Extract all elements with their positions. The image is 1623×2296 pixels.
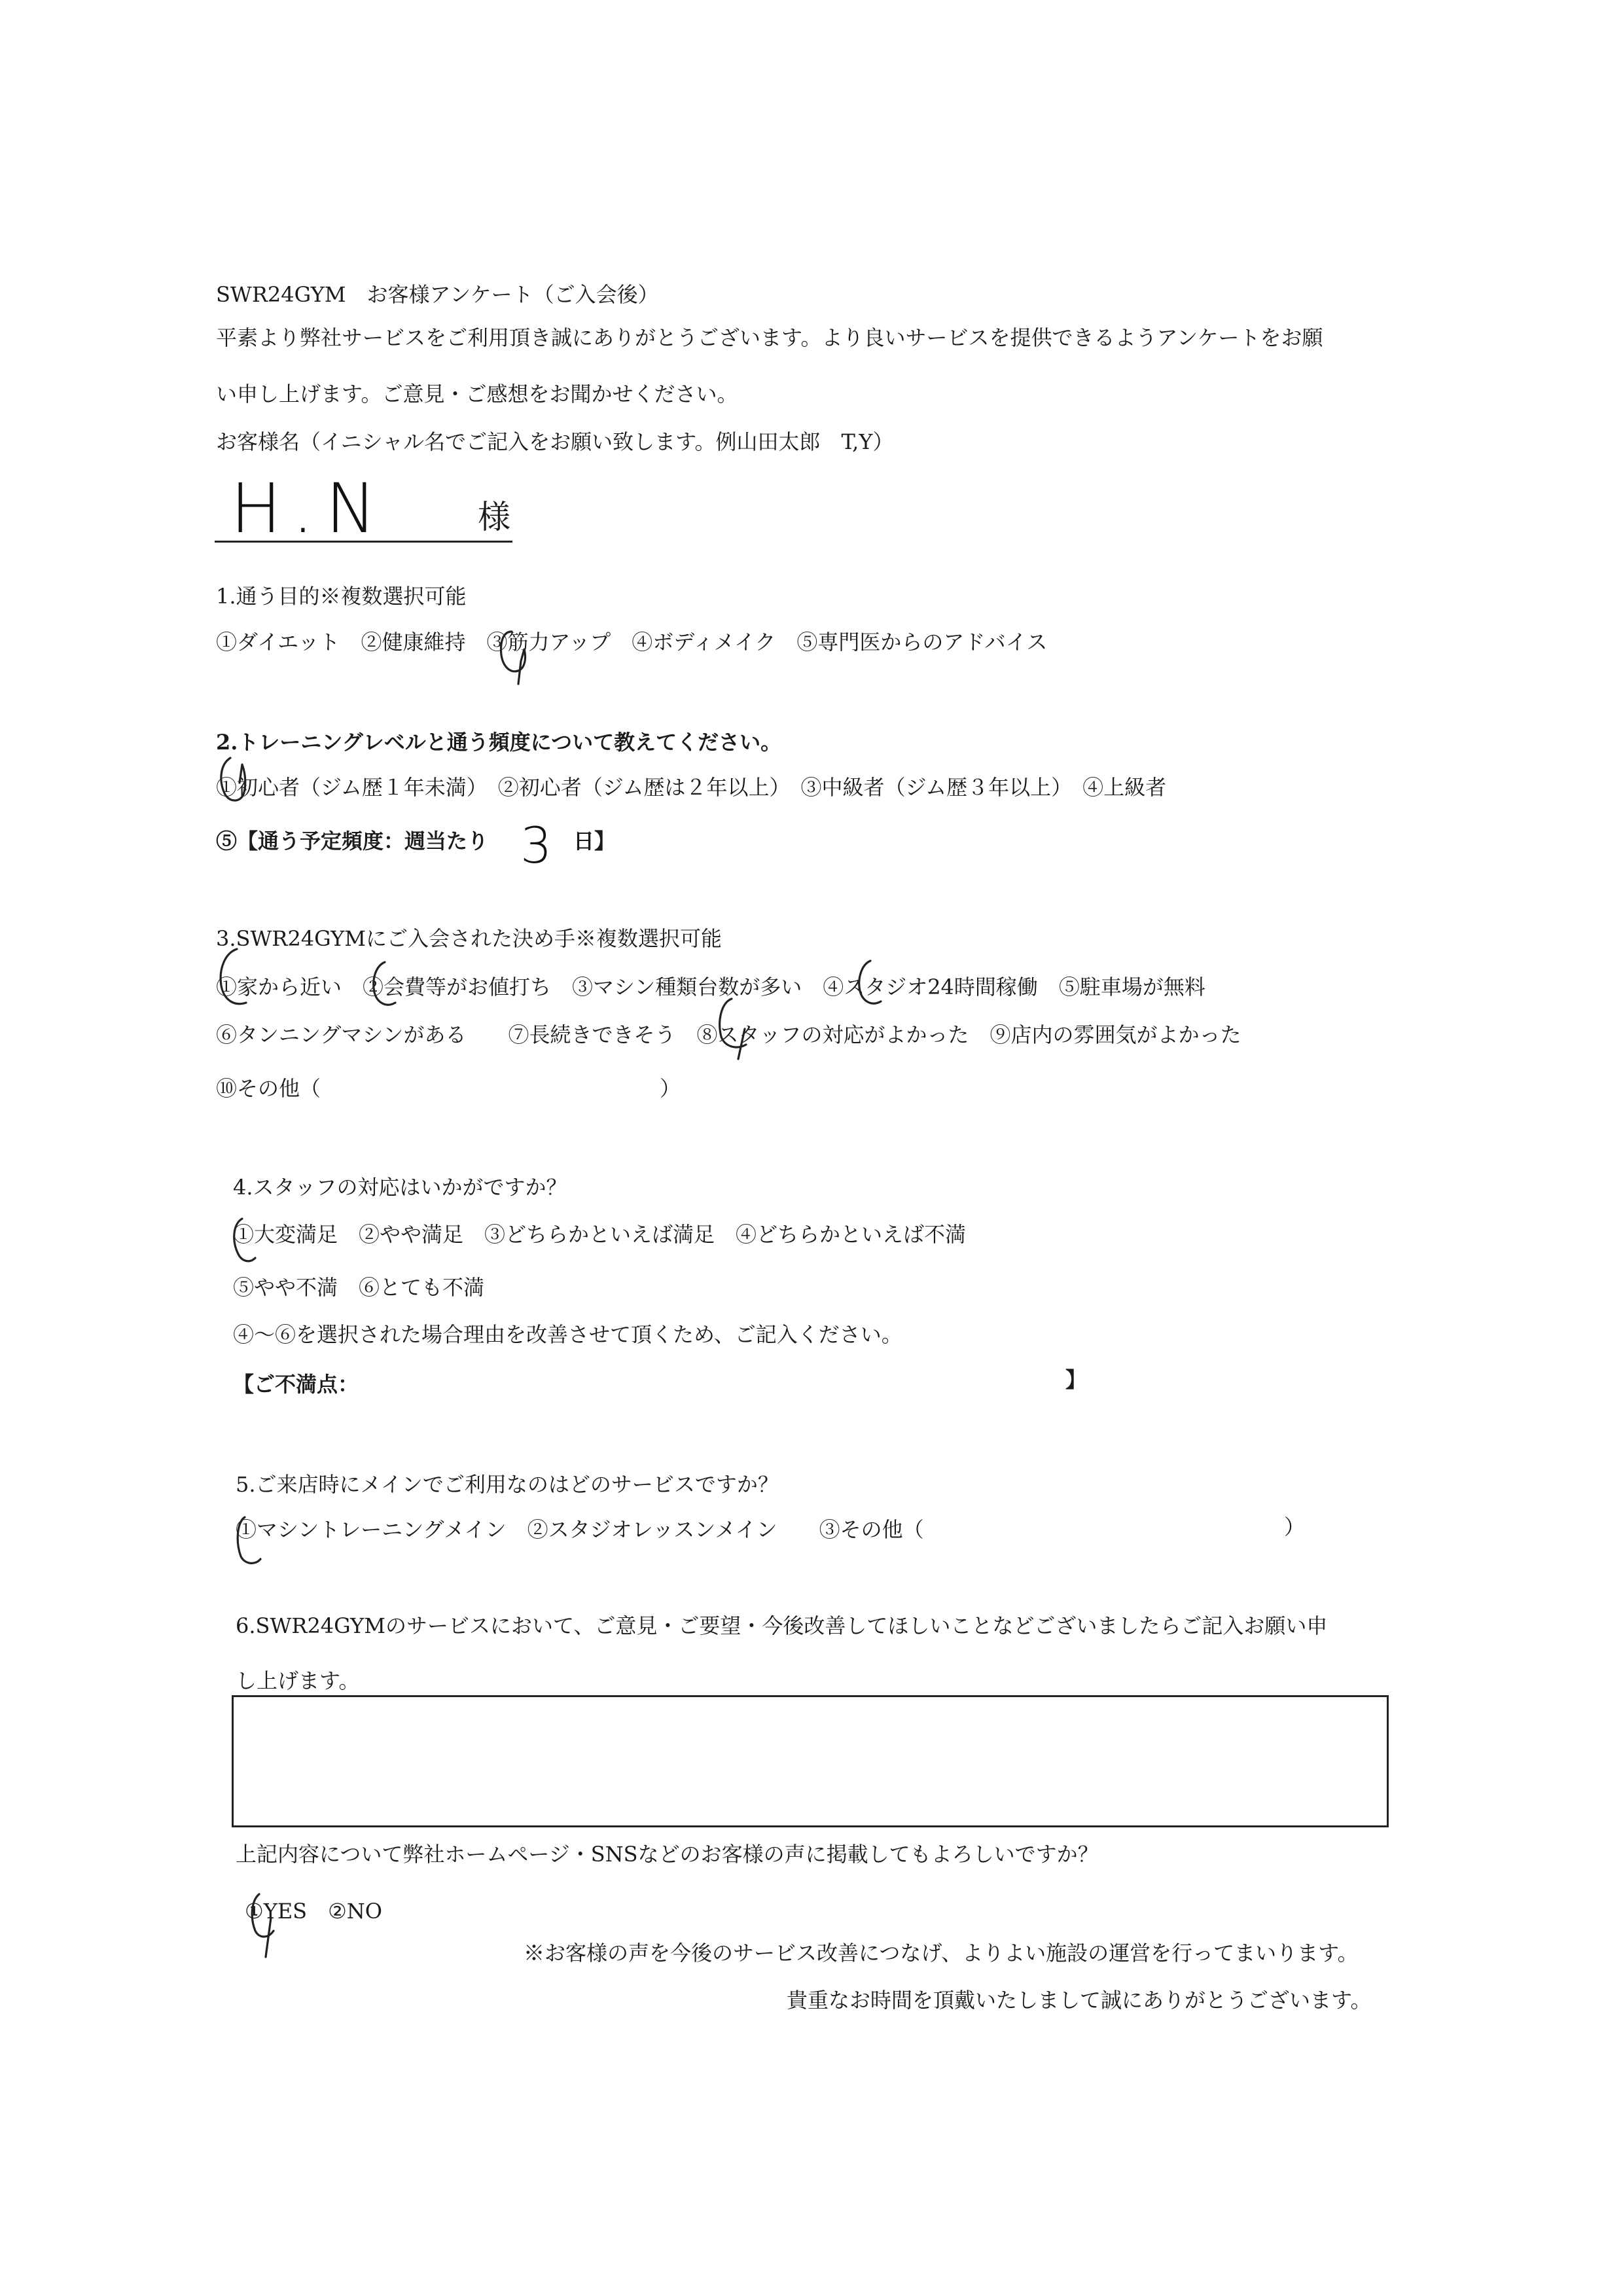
q6-title-line2: し上げます。 [236,1668,360,1693]
q1-options: ①ダイエット ②健康維持 ③筋力アップ ④ボディメイク ⑤専門医からのアドバイス [216,630,1048,655]
q4-complaint-label: 【ご不満点： [233,1372,359,1397]
q5-title: 5.ご来店時にメインでご利用なのはどのサービスですか？ [236,1472,779,1497]
intro-text-line2: い申し上げます。ご意見・ご感想をお聞かせください。 [216,382,738,406]
q3-options-line1: ①家から近い ②会費等がお値打ち ③マシン種類台数が多い ④スタジオ24時間稼働 ⑤駐車場が無料 [216,975,1205,999]
footer-note: ※お客様の声を今後のサービス改善につなげ、よりよい施設の運営を行ってまいります。 [524,1941,1359,1965]
q3-title: 3.SWR24GYMにご入会された決め手※複数選択可能 [216,926,722,951]
q2-frequency-value: 3 [520,816,552,874]
consent-question: 上記内容について弊社ホームページ・SNSなどのお客様の声に掲載してもよろしいですか？ [236,1842,1099,1867]
q4-note: ④～⑥を選択された場合理由を改善させて頂くため、ご記入ください。 [233,1322,902,1347]
q1-title: 1.通う目的※複数選択可能 [216,584,467,609]
q4-options-line1: ①大変満足 ②やや満足 ③どちらかといえば満足 ④どちらかといえば不満 [233,1222,967,1247]
name-underline [215,541,512,543]
q4-complaint-close: 】 [1065,1367,1087,1392]
q6-comment-box[interactable] [232,1695,1389,1827]
q3-other-label: ⑩その他（ [216,1076,321,1101]
consent-options: ①YES ②NO [245,1899,383,1924]
q5-options: ①マシントレーニングメイン ②スタジオレッスンメイン ③その他（ [236,1517,924,1542]
q4-title: 4.スタッフの対応はいかがですか？ [233,1175,567,1200]
q2-options: ①初心者（ジム歴１年未満） ②初心者（ジム歴は２年以上） ③中級者（ジム歴３年以上） ④上級者 [216,775,1167,800]
q2-title: 2.トレーニングレベルと通う頻度について教えてください。 [216,730,782,755]
name-instruction: お客様名（イニシャル名でご記入をお願い致します。例山田太郎 T,Y） [216,429,894,454]
q4-options-line2: ⑤やや不満 ⑥とても不満 [233,1275,485,1300]
customer-name-handwritten: H.N [230,469,389,548]
q3-options-line2: ⑥タンニングマシンがある ⑦長続きできそう ⑧スタッフの対応がよかった ⑨店内の雰囲気がよかった [216,1022,1241,1047]
q2-frequency-label: ⑤【通う予定頻度：週当たり [216,829,489,853]
honorific-sama: 様 [478,498,510,536]
q3-other-close: ） [660,1076,681,1101]
q2-frequency-suffix: 日】 [573,829,616,853]
intro-text-line1: 平素より弊社サービスをご利用頂き誠にありがとうございます。より良いサービスを提供できるようアンケートをお願 [216,325,1323,350]
q5-other-close: ） [1284,1515,1306,1539]
footer-thanks: 貴重なお時間を頂戴いたしまして誠にありがとうございます。 [787,1988,1372,2013]
survey-title: SWR24GYM お客様アンケート（ご入会後） [216,282,659,307]
q6-title-line1: 6.SWR24GYMのサービスにおいて、ご意見・ご要望・今後改善してほしいことなどございましたらご記入お願い申 [236,1613,1328,1638]
